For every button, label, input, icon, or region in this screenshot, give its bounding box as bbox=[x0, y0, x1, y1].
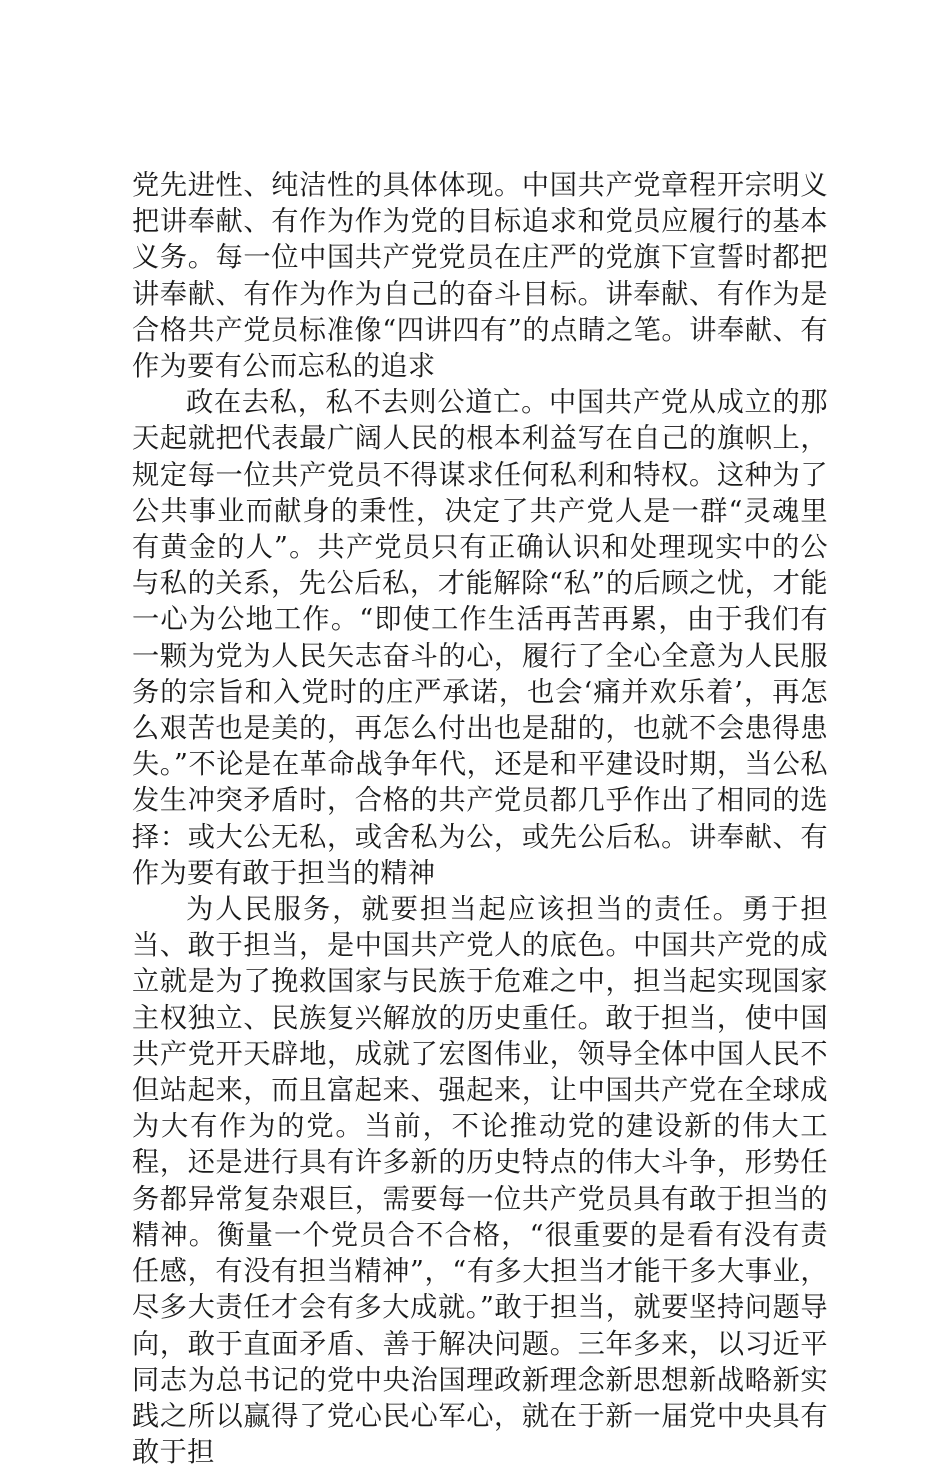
paragraph-3: 为人民服务，就要担当起应该担当的责任。勇于担当、敢于担当，是中国共产党人的底色。中国共产党的成立就是为了挽救国家与民族于危难之中，担当起实现国家主权独立、民族复兴解放的历史重任。敢于担当，使中国共产党开天辟地，成就了宏图伟业，领导全体中国人民不但站起来，而且富起来、强起来，让中国共产党在全球成为大有作为的党。当前，不论推动党的建设新的伟大工程，还是进行具有许多新的历史特点的伟大斗争，形势任务都异常复杂艰巨，需要每一位共产党员具有敢于担当的精神。衡量一个党员合不合格，“很重要的是看有没有责任感，有没有担当精神”，“有多大担当才能干多大事业，尽多大责任才会有多大成就。”敢于担当，就要坚持问题导向，敢于直面矛盾、善于解决问题。三年多来，以习近平同志为总书记的党中央治国理政新理念新思想新战略新实践之所以赢得了党心民心军心，就在于新一届党中央具有敢于担 bbox=[132, 894, 828, 1469]
document-body bbox=[132, 168, 828, 1471]
paragraph-2: 政在去私，私不去则公道亡。中国共产党从成立的那天起就把代表最广阔人民的根本利益写在自己的旗帜上，规定每一位共产党员不得谋求任何私利和特权。这种为了公共事业而献身的秉性，决定了共产党人是一群“灵魂里有黄金的人”。共产党员只有正确认识和处理现实中的公与私的关系，先公后私，才能解除“私”的后顾之忧，才能一心为公地工作。“即使工作生活再苦再累，由于我们有一颗为党为人民矢志奋斗的心，履行了全心全意为人民服务的宗旨和入党时的庄严承诺，也会‘痛并欢乐着’，再怎么艰苦也是美的，再怎么付出也是甜的，也就不会患得患失。”不论是在革命战争年代，还是和平建设时期，当公私发生冲突矛盾时，合格的共产党员都几乎作出了相同的选择：或大公无私，或舍私为公，或先公后私。讲奉献、有作为要有敢于担当的精神 bbox=[132, 387, 828, 889]
paragraph-1: 党先进性、纯洁性的具体体现。中国共产党章程开宗明义把讲奉献、有作为作为党的目标追求和党员应履行的基本义务。每一位中国共产党党员在庄严的党旗下宣誓时都把讲奉献、有作为作为自己的奋斗目标。讲奉献、有作为是合格共产党员标准像“四讲四有”的点睛之笔。讲奉献、有作为要有公而忘私的追求 bbox=[132, 170, 828, 383]
